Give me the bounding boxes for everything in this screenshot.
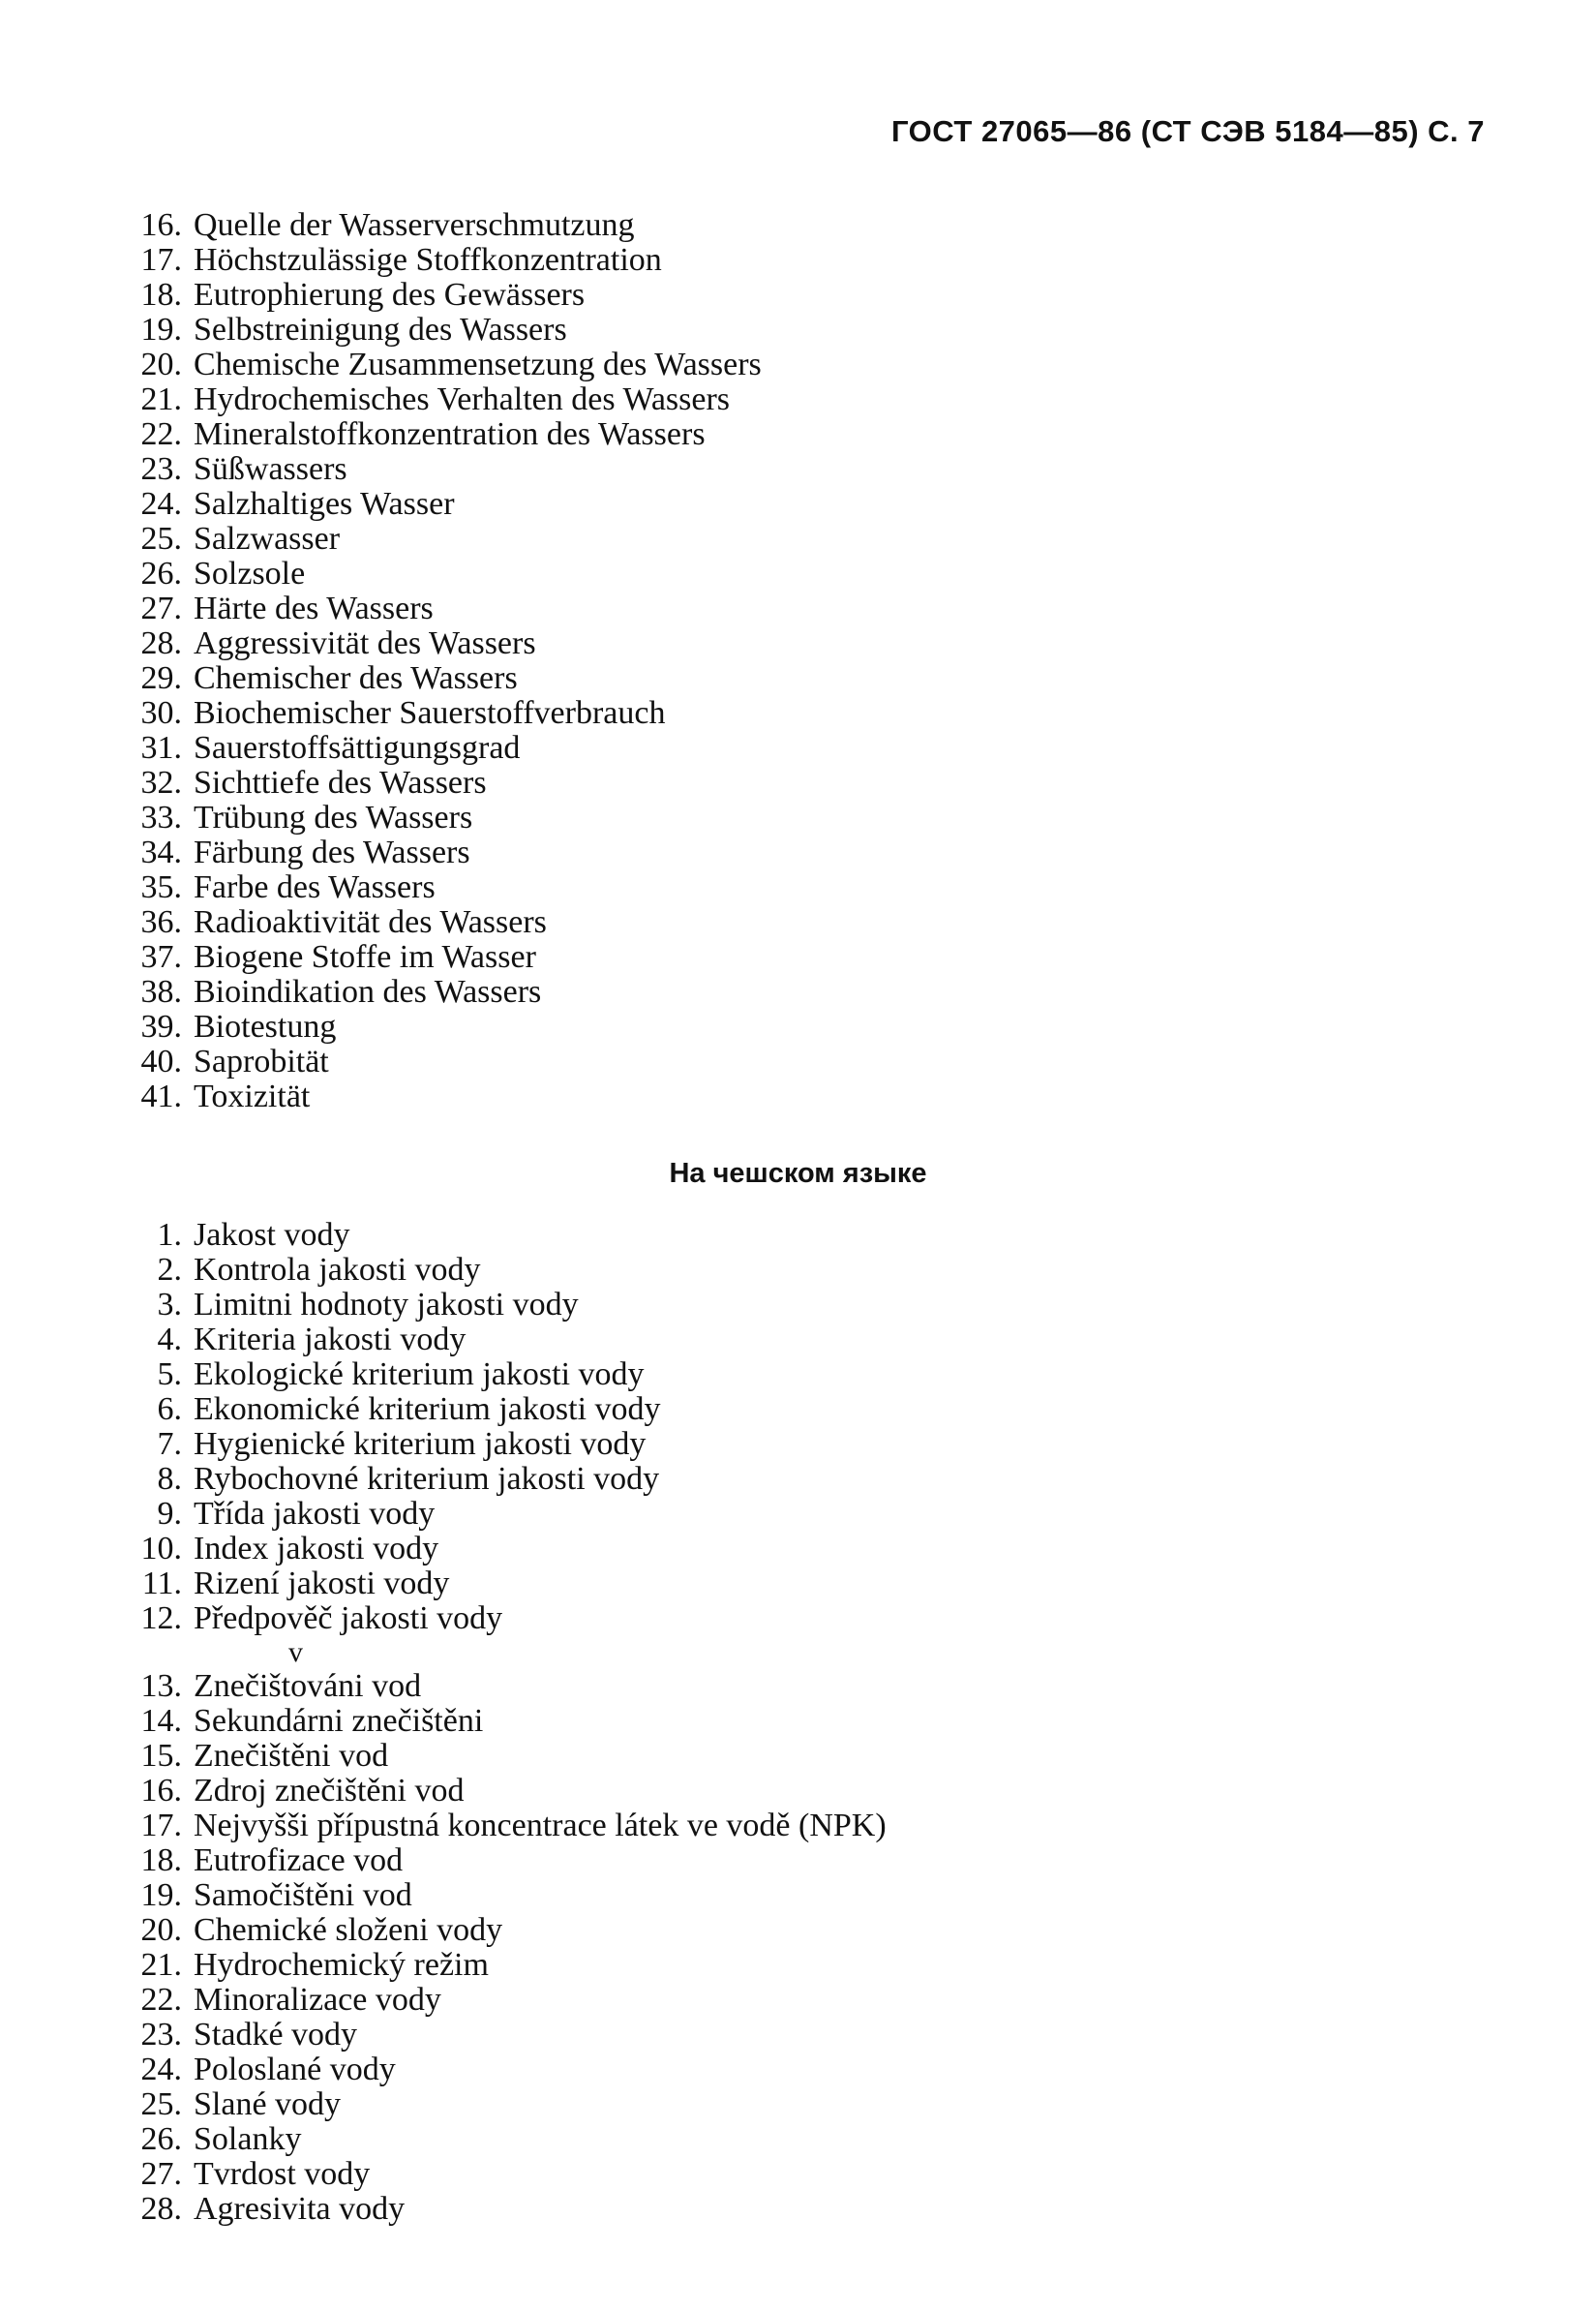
- list-item: [0, 382, 1452, 417]
- term-text: Chemické složeni vody: [194, 1912, 503, 1948]
- term-text: Eutrophierung des Gewässers: [194, 277, 586, 313]
- list-item: [0, 1010, 1452, 1045]
- page-header: ГОСТ 27065—86 (СТ СЭВ 5184—85) С. 7: [891, 114, 1485, 148]
- list-item: [0, 1532, 1452, 1566]
- term-number: 40.: [140, 1044, 182, 1079]
- list-item: [0, 208, 1452, 243]
- term-number: 28.: [140, 2191, 182, 2227]
- list-item: [0, 1357, 1452, 1392]
- list-item: [0, 626, 1452, 661]
- term-text: Rizení jakosti vody: [194, 1566, 450, 1601]
- term-text: Rybochovné kriterium jakosti vody: [194, 1461, 660, 1497]
- czech-terms-list-part-2: [0, 1669, 1452, 2227]
- list-item: [0, 1288, 1452, 1323]
- list-item: [0, 1739, 1452, 1774]
- term-text: Selbstreinigung des Wassers: [194, 312, 567, 348]
- list-item: [0, 278, 1452, 313]
- list-item: [0, 1497, 1452, 1532]
- term-number: 18.: [140, 1842, 182, 1878]
- term-text: Sichttiefe des Wassers: [194, 765, 487, 801]
- term-text: Samočištěni vod: [194, 1877, 412, 1913]
- term-number: 16.: [140, 207, 182, 243]
- list-item: [0, 1669, 1452, 1704]
- list-item: [0, 1079, 1452, 1114]
- term-text: Quelle der Wasserverschmutzung: [194, 207, 635, 243]
- term-text: Solzsole: [194, 556, 306, 592]
- term-number: 11.: [141, 1566, 182, 1601]
- term-text: Limitni hodnoty jakosti vody: [194, 1287, 579, 1323]
- term-number: 24.: [140, 2052, 182, 2087]
- term-number: 16.: [140, 1773, 182, 1809]
- term-number: 34.: [140, 835, 182, 870]
- term-text: Tvrdost vody: [194, 2156, 371, 2192]
- term-text: Chemischer des Wassers: [194, 660, 518, 696]
- term-number: 27.: [140, 591, 182, 626]
- list-item: [0, 243, 1452, 278]
- term-text: Slané vody: [194, 2086, 342, 2122]
- term-number: 3.: [157, 1287, 182, 1323]
- czech-terms-list-part-1: [0, 1218, 1452, 1636]
- list-item: [0, 1253, 1452, 1288]
- term-number: 20.: [140, 347, 182, 382]
- term-number: 25.: [140, 521, 182, 557]
- list-item: [0, 592, 1452, 626]
- term-text: Předpověč jakosti vody: [194, 1600, 503, 1636]
- term-number: 37.: [140, 939, 182, 975]
- list-item: [0, 1427, 1452, 1462]
- term-number: 19.: [140, 1877, 182, 1913]
- term-text: Süßwassers: [194, 451, 347, 487]
- term-number: 17.: [140, 1808, 182, 1843]
- list-item: [0, 766, 1452, 801]
- term-number: 9.: [157, 1496, 182, 1532]
- section-heading-czech: На чешском языке: [669, 1158, 927, 1189]
- list-item: [0, 1323, 1452, 1357]
- term-text: Toxizität: [194, 1079, 311, 1114]
- term-text: Sauerstoffsättigungsgrad: [194, 730, 521, 766]
- term-number: 13.: [140, 1668, 182, 1704]
- list-item: [0, 1913, 1452, 1948]
- term-text: Mineralstoffkonzentration des Wassers: [194, 416, 706, 452]
- list-item: [0, 452, 1452, 487]
- term-number: 18.: [140, 277, 182, 313]
- term-number: 25.: [140, 2086, 182, 2122]
- term-number: 14.: [140, 1703, 182, 1739]
- term-number: 32.: [140, 765, 182, 801]
- list-item: [0, 1218, 1452, 1253]
- term-number: 28.: [140, 625, 182, 661]
- term-text: Index jakosti vody: [194, 1531, 439, 1566]
- list-item: [0, 1809, 1452, 1843]
- term-text: Salzhaltiges Wasser: [194, 486, 455, 522]
- list-item: [0, 2192, 1452, 2227]
- term-number: 30.: [140, 695, 182, 731]
- list-item: [0, 313, 1452, 348]
- list-item: [0, 1983, 1452, 2018]
- term-text: Salzwasser: [194, 521, 341, 557]
- list-item: [0, 2157, 1452, 2192]
- term-number: 20.: [140, 1912, 182, 1948]
- list-item: [0, 557, 1452, 592]
- term-number: 24.: [140, 486, 182, 522]
- term-text: Poloslané vody: [194, 2052, 396, 2087]
- term-number: 23.: [140, 2017, 182, 2053]
- term-text: Kriteria jakosti vody: [194, 1322, 467, 1357]
- term-text: Solanky: [194, 2121, 302, 2157]
- term-number: 6.: [157, 1391, 182, 1427]
- term-text: Ekonomické kriterium jakosti vody: [194, 1391, 661, 1427]
- list-item: [0, 696, 1452, 731]
- list-item: [0, 940, 1452, 975]
- term-number: 38.: [140, 974, 182, 1010]
- term-text: Nejvyšši přípustná koncentrace látek ve vodě (NPK): [194, 1808, 887, 1843]
- term-number: 35.: [140, 869, 182, 905]
- term-number: 33.: [140, 800, 182, 836]
- term-text: Stadké vody: [194, 2017, 358, 2053]
- term-text: Radioaktivität des Wassers: [194, 904, 547, 940]
- term-text: Eutrofizace vod: [194, 1842, 404, 1878]
- term-text: Saprobität: [194, 1044, 329, 1079]
- term-number: 2.: [157, 1252, 182, 1288]
- term-number: 21.: [140, 381, 182, 417]
- list-item: [0, 801, 1452, 836]
- term-text: Hygienické kriterium jakosti vody: [194, 1426, 647, 1462]
- list-item: [0, 348, 1452, 382]
- term-number: 31.: [140, 730, 182, 766]
- german-terms-list: [0, 208, 1452, 1114]
- term-text: Hydrochemisches Verhalten des Wassers: [194, 381, 731, 417]
- list-item: [0, 487, 1452, 522]
- term-text: Härte des Wassers: [194, 591, 434, 626]
- term-text: Biotestung: [194, 1009, 337, 1045]
- term-text: Aggressivität des Wassers: [194, 625, 536, 661]
- list-item: [0, 1392, 1452, 1427]
- term-text: Färbung des Wassers: [194, 835, 470, 870]
- term-text: Minoralizace vody: [194, 1982, 441, 2018]
- list-item: [0, 1843, 1452, 1878]
- term-number: 1.: [157, 1217, 182, 1253]
- term-number: 7.: [157, 1426, 182, 1462]
- term-text: Chemische Zusammensetzung des Wassers: [194, 347, 762, 382]
- term-number: 22.: [140, 1982, 182, 2018]
- list-item: [0, 1045, 1452, 1079]
- list-item: [0, 2053, 1452, 2087]
- term-text: Zdroj znečištěni vod: [194, 1773, 465, 1809]
- term-text: Znečištěni vod: [194, 1738, 389, 1774]
- list-item: [0, 975, 1452, 1010]
- term-number: 8.: [157, 1461, 182, 1497]
- list-item: [0, 417, 1452, 452]
- list-item: [0, 870, 1452, 905]
- term-text: Farbe des Wassers: [194, 869, 436, 905]
- stray-mark: v: [288, 1636, 303, 1668]
- term-text: Biogene Stoffe im Wasser: [194, 939, 536, 975]
- list-item: [0, 836, 1452, 870]
- term-number: 27.: [140, 2156, 182, 2192]
- list-item: [0, 1878, 1452, 1913]
- term-text: Znečištováni vod: [194, 1668, 422, 1704]
- term-number: 17.: [140, 242, 182, 278]
- term-text: Třída jakosti vody: [194, 1496, 436, 1532]
- term-number: 15.: [140, 1738, 182, 1774]
- list-item: [0, 2122, 1452, 2157]
- list-item: [0, 1462, 1452, 1497]
- list-item: [0, 905, 1452, 940]
- list-item: [0, 1704, 1452, 1739]
- term-text: Kontrola jakosti vody: [194, 1252, 481, 1288]
- term-number: 29.: [140, 660, 182, 696]
- term-text: Ekologické kriterium jakosti vody: [194, 1356, 645, 1392]
- list-item: [0, 2018, 1452, 2053]
- term-number: 4.: [157, 1322, 182, 1357]
- list-item: [0, 661, 1452, 696]
- list-item: [0, 1601, 1452, 1636]
- term-text: Hydrochemický režim: [194, 1947, 489, 1983]
- list-item: [0, 2087, 1452, 2122]
- term-number: 12.: [140, 1600, 182, 1636]
- term-text: Höchstzulässige Stoffkonzentration: [194, 242, 662, 278]
- list-item: [0, 1948, 1452, 1983]
- term-text: Trübung des Wassers: [194, 800, 473, 836]
- term-number: 5.: [157, 1356, 182, 1392]
- term-number: 23.: [140, 451, 182, 487]
- term-number: 22.: [140, 416, 182, 452]
- list-item: [0, 522, 1452, 557]
- term-text: Agresivita vody: [194, 2191, 406, 2227]
- term-number: 21.: [140, 1947, 182, 1983]
- term-text: Biochemischer Sauerstoffverbrauch: [194, 695, 666, 731]
- list-item: [0, 731, 1452, 766]
- list-item: [0, 1566, 1452, 1601]
- term-number: 41.: [140, 1079, 182, 1114]
- term-number: 19.: [140, 312, 182, 348]
- term-text: Jakost vody: [194, 1217, 350, 1253]
- term-number: 39.: [140, 1009, 182, 1045]
- term-text: Bioindikation des Wassers: [194, 974, 542, 1010]
- term-text: Sekundárni znečištěni: [194, 1703, 484, 1739]
- term-number: 26.: [140, 556, 182, 592]
- term-number: 10.: [140, 1531, 182, 1566]
- term-number: 26.: [140, 2121, 182, 2157]
- list-item: [0, 1774, 1452, 1809]
- term-number: 36.: [140, 904, 182, 940]
